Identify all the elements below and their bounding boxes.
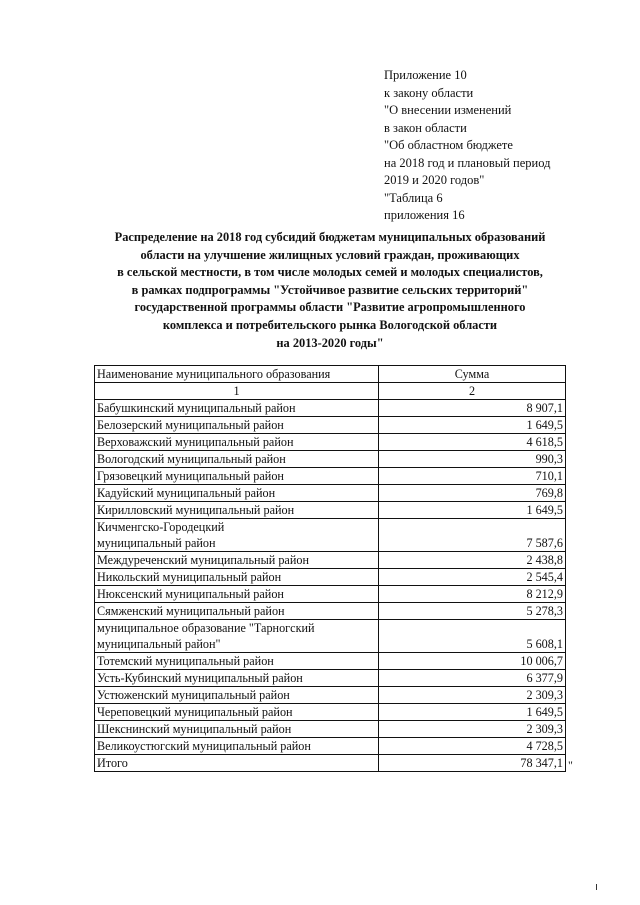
district-name-line: Нюксенский муниципальный район (97, 587, 284, 601)
title-line: государственной программы области "Развитие агропромышленного (134, 300, 526, 315)
appendix-header (384, 67, 550, 225)
header-row (95, 366, 566, 383)
appendix-line: Приложение 10 (384, 68, 467, 82)
table-row (95, 485, 566, 502)
district-name-line: Устюженский муниципальный район (97, 688, 290, 702)
subsidy-amount: 1 649,5 (379, 704, 566, 721)
document-title (90, 229, 570, 352)
subsidy-amount: 5 608,1 (379, 620, 566, 653)
district-name-line: Шекснинский муниципальный район (97, 722, 292, 736)
subsidy-amount: 2 309,3 (379, 721, 566, 738)
appendix-line: в закон области (384, 120, 467, 135)
district-name (95, 721, 379, 738)
appendix-line: 2019 и 2020 годов" (384, 173, 485, 187)
district-name (95, 653, 379, 670)
title-line: в рамках подпрограммы "Устойчивое развитие сельских территорий" (131, 282, 529, 297)
district-name-line: муниципальный район (97, 536, 216, 550)
district-name (95, 569, 379, 586)
subsidy-amount: 8 907,1 (379, 400, 566, 417)
subsidy-amount: 6 377,9 (379, 670, 566, 687)
total-row (95, 755, 566, 772)
district-name (95, 704, 379, 721)
district-name-line: Белозерский муниципальный район (97, 418, 284, 432)
district-name (95, 502, 379, 519)
district-name (95, 451, 379, 468)
subsidy-amount: 710,1 (379, 468, 566, 485)
district-name-line: Кирилловский муниципальный район (97, 503, 295, 517)
column-number: 1 (95, 383, 379, 400)
subsidy-amount: 990,3 (379, 451, 566, 468)
subsidy-table (94, 365, 566, 772)
title-line: комплекса и потребительского рынка Вологодской области (162, 317, 498, 332)
subsidy-amount: 2 309,3 (379, 687, 566, 704)
district-name-line: муниципальный район" (97, 637, 221, 651)
subsidy-amount: 1 649,5 (379, 502, 566, 519)
table-row (95, 603, 566, 620)
table-row (95, 417, 566, 434)
title-line: в сельской местности, в том числе молодых семей и молодых специалистов, (117, 265, 543, 280)
appendix-line: "Об областном бюджете (384, 138, 513, 152)
district-name (95, 434, 379, 451)
title-line: на 2013-2020 годы" (276, 335, 384, 350)
district-name (95, 519, 379, 552)
district-name (95, 687, 379, 704)
table-row (95, 468, 566, 485)
table-row (95, 451, 566, 468)
subsidy-amount: 4 728,5 (379, 738, 566, 755)
table-row (95, 434, 566, 451)
subsidy-amount: 2 545,4 (379, 569, 566, 586)
district-name (95, 603, 379, 620)
appendix-line: "Таблица 6 (384, 190, 443, 205)
table-row (95, 569, 566, 586)
total-label: Итого (95, 755, 379, 772)
header-name: Наименование муниципального образования (95, 366, 379, 383)
table-row (95, 704, 566, 721)
title-line: Распределение на 2018 год субсидий бюджетам муниципальных образований (114, 230, 546, 244)
subsidy-amount: 4 618,5 (379, 434, 566, 451)
table-row (95, 586, 566, 603)
district-name-line: Верховажский муниципальный район (97, 435, 294, 449)
district-name-line: Великоустюгский муниципальный район (97, 739, 311, 753)
title-line: области на улучшение жилищных условий граждан, проживающих (140, 247, 520, 262)
district-name-line: Грязовецкий муниципальный район (97, 469, 284, 483)
district-name-line: Тотемский муниципальный район (97, 654, 274, 668)
subsidy-amount: 10 006,7 (379, 653, 566, 670)
table-row (95, 502, 566, 519)
district-name-line: Усть-Кубинский муниципальный район (97, 671, 303, 685)
appendix-line: на 2018 год и плановый период (384, 155, 551, 170)
subsidy-amount: 5 278,3 (379, 603, 566, 620)
header-amount: Сумма (379, 366, 566, 383)
subsidy-amount: 1 649,5 (379, 417, 566, 434)
subsidy-amount: 8 212,9 (379, 586, 566, 603)
subsidy-amount: 7 587,6 (379, 519, 566, 552)
table-row (95, 653, 566, 670)
district-name (95, 620, 379, 653)
table-row (95, 620, 566, 653)
district-name (95, 738, 379, 755)
table-row (95, 519, 566, 552)
district-name-line: Никольский муниципальный район (97, 570, 282, 584)
appendix-line: "О внесении изменений (384, 103, 512, 117)
district-name (95, 552, 379, 569)
district-name-line: муниципальное образование "Тарногский (97, 621, 315, 635)
district-name-line: Сямженский муниципальный район (97, 604, 285, 618)
total-amount: 78 347,1 (379, 755, 566, 772)
district-name (95, 468, 379, 485)
district-name (95, 400, 379, 417)
district-name (95, 586, 379, 603)
table-row (95, 400, 566, 417)
table-row (95, 687, 566, 704)
closing-quote: " (568, 758, 573, 772)
column-number: 2 (379, 383, 566, 400)
district-name-line: Кичменгско-Городецкий (97, 520, 225, 534)
table-row (95, 721, 566, 738)
district-name-line: Кадуйский муниципальный район (97, 486, 276, 500)
appendix-line: к закону области (384, 85, 474, 100)
subsidy-amount: 769,8 (379, 485, 566, 502)
district-name-line: Междуреченский муниципальный район (97, 553, 309, 567)
subsidy-amount: 2 438,8 (379, 552, 566, 569)
district-name-line: Бабушкинский муниципальный район (97, 401, 296, 415)
district-name-line: Вологодский муниципальный район (97, 452, 286, 466)
appendix-line: приложения 16 (384, 208, 465, 222)
scan-mark (596, 884, 597, 890)
district-name (95, 670, 379, 687)
column-number-row (95, 383, 566, 400)
district-name-line: Череповецкий муниципальный район (97, 705, 293, 719)
table-row (95, 670, 566, 687)
table-row (95, 552, 566, 569)
district-name (95, 485, 379, 502)
district-name (95, 417, 379, 434)
table-row (95, 738, 566, 755)
